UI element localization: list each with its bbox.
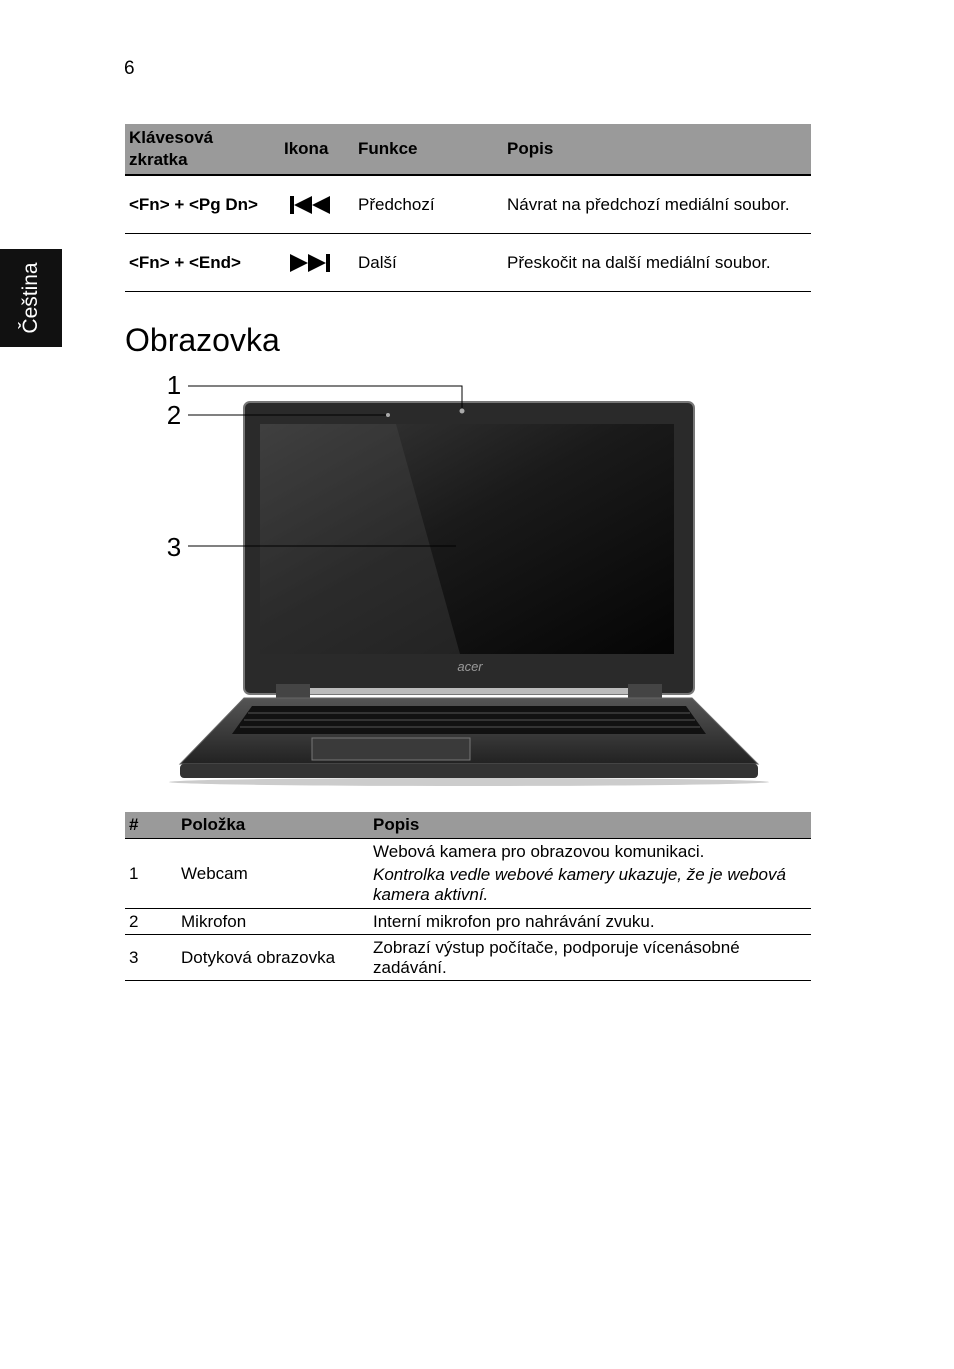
table-row	[125, 909, 811, 935]
laptop-shadow	[169, 778, 769, 786]
laptop-display-figure	[160, 368, 780, 788]
callout-1: 1	[166, 370, 182, 400]
laptop-front-edge	[180, 764, 758, 778]
function-description: Přeskočit na další mediální soubor.	[503, 234, 811, 292]
header-function: Funkce	[354, 124, 503, 175]
header-description: Popis	[503, 124, 811, 175]
header-icon: Ikona	[280, 124, 354, 175]
callout-3: 3	[166, 532, 182, 562]
header-description: Popis	[369, 812, 811, 839]
item-number: 1	[125, 839, 177, 909]
item-name: Webcam	[177, 839, 369, 909]
function-name: Další	[354, 234, 503, 292]
item-number: 3	[125, 935, 177, 981]
next-track-icon	[290, 253, 334, 273]
callout-2: 2	[166, 400, 182, 430]
table-row	[125, 175, 811, 234]
function-name: Předchozí	[354, 175, 503, 234]
item-note: Kontrolka vedle webové kamery ukazuje, že je webová kamera aktivní.	[373, 865, 786, 904]
touchpad	[312, 738, 470, 760]
header-item: Položka	[177, 812, 369, 839]
item-number: 2	[125, 909, 177, 935]
items-table	[125, 812, 811, 981]
section-title: Obrazovka	[125, 322, 280, 358]
microphone-icon	[386, 413, 390, 417]
page-number: 6	[124, 58, 135, 79]
header-number: #	[125, 812, 177, 839]
items-table-header	[125, 812, 811, 839]
hinge-right	[628, 684, 662, 698]
item-name: Dotyková obrazovka	[177, 935, 369, 981]
item-description: Webová kamera pro obrazovou komunikaci.	[373, 842, 705, 861]
webcam-icon	[460, 409, 465, 414]
hinge-bar	[310, 688, 628, 694]
hinge-left	[276, 684, 310, 698]
item-name: Mikrofon	[177, 909, 369, 935]
shortcut-key: <Fn> + <Pg Dn>	[125, 175, 280, 234]
item-description: Interní mikrofon pro nahrávání zvuku.	[369, 909, 811, 935]
table-row	[125, 234, 811, 292]
table-row	[125, 839, 811, 909]
previous-track-icon	[290, 195, 334, 215]
shortcut-key: <Fn> + <End>	[125, 234, 280, 292]
acer-logo: acer	[457, 659, 483, 674]
language-tab-label: Čeština	[19, 262, 42, 334]
shortcut-table-header	[125, 124, 811, 175]
table-row	[125, 935, 811, 981]
function-description: Návrat na předchozí mediální soubor.	[503, 175, 811, 234]
item-description: Zobrazí výstup počítače, podporuje vícenásobné zadávání.	[369, 935, 811, 981]
header-shortcut: Klávesová zkratka	[125, 124, 280, 175]
shortcut-table	[125, 124, 811, 292]
language-side-tab	[0, 249, 62, 347]
